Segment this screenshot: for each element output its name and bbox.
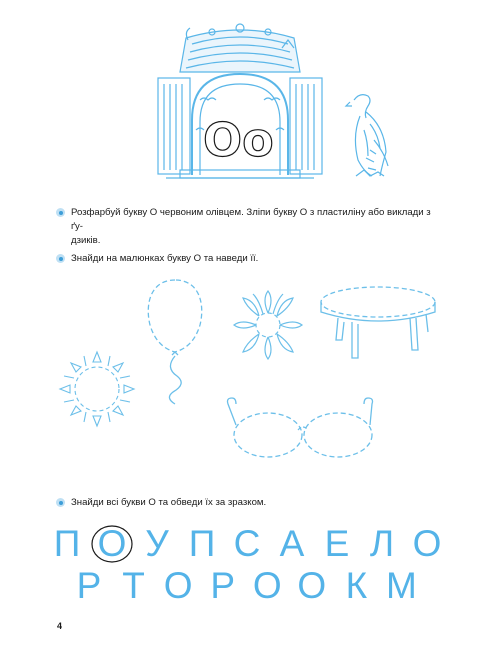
- task-3-text: Знайди всі букви О та обведи їх за зразком.: [71, 497, 267, 508]
- letter: О: [297, 565, 327, 606]
- letter: К: [345, 565, 368, 606]
- letter: А: [279, 523, 305, 564]
- letter: М: [385, 565, 417, 606]
- letter: П: [188, 523, 216, 564]
- eagle-illustration: [346, 95, 388, 176]
- letter: Р: [210, 565, 236, 606]
- letter-row-2: [74, 565, 416, 607]
- page-number: 4: [57, 621, 63, 631]
- outlined-oo-letters: Oo: [203, 113, 274, 167]
- letter: У: [145, 523, 169, 564]
- letter-row-1: [52, 523, 442, 565]
- bullet-icon: [56, 254, 65, 263]
- table-dashed: [321, 287, 435, 358]
- letter: Л: [369, 523, 395, 564]
- task-1: [56, 206, 436, 248]
- bullet-icon: [56, 498, 65, 507]
- task-2: [56, 252, 258, 266]
- letter: О: [163, 565, 193, 606]
- letter: О: [97, 523, 127, 564]
- glasses-dashed: [228, 398, 373, 457]
- letter: П: [53, 523, 81, 564]
- letter: С: [233, 523, 261, 564]
- letter: Т: [122, 565, 145, 606]
- task-1-line-2: дзиків.: [71, 235, 101, 246]
- house-window-illustration: [158, 24, 322, 178]
- sun-dashed: [60, 352, 134, 426]
- letter: Е: [324, 523, 350, 564]
- letter: Р: [76, 565, 102, 606]
- letter: О: [252, 565, 282, 606]
- letter: О: [412, 523, 442, 564]
- flower-dashed: [234, 291, 302, 359]
- bullet-icon: [56, 208, 65, 217]
- task-1-line-1: Розфарбуй букву О червоним олівцем. Зліпи букву О з пластиліну або виклади з ґу-: [71, 207, 431, 232]
- task-2-text: Знайди на малюнках букву О та наведи її.: [71, 253, 259, 264]
- balloon-dashed: [148, 280, 201, 404]
- task-3: [56, 496, 266, 510]
